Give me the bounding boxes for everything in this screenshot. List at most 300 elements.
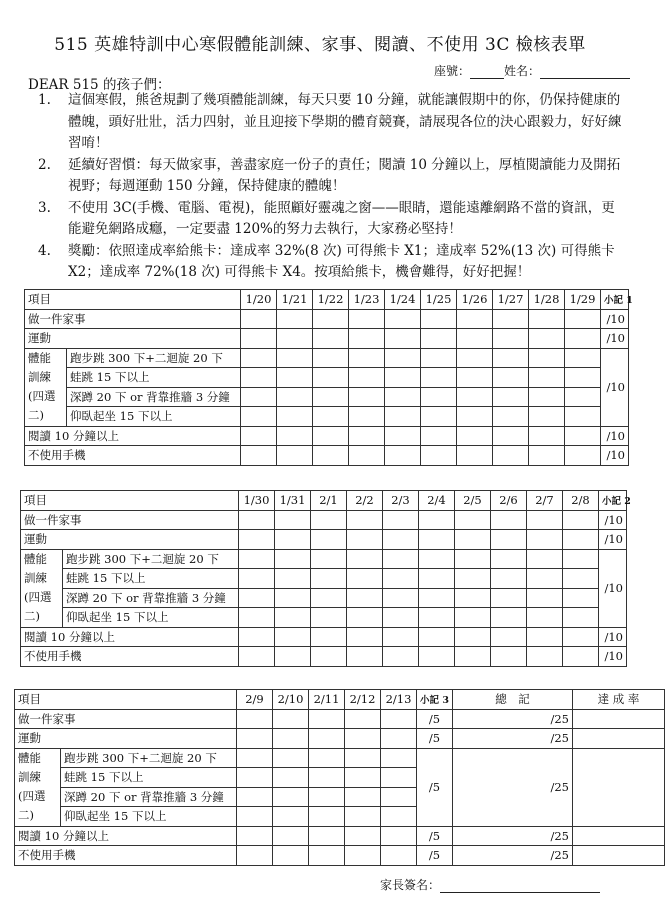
date-cell: 1/27 — [493, 290, 529, 310]
fitness-item: 深蹲 20 下 or 背靠推牆 3 分鐘 — [61, 787, 237, 807]
check-cell[interactable] — [275, 510, 311, 530]
check-cell[interactable] — [349, 368, 385, 388]
check-cell[interactable] — [493, 426, 529, 446]
table-row — [15, 846, 665, 866]
table-header-row — [25, 290, 629, 310]
date-cell: 1/28 — [529, 290, 565, 310]
check-cell[interactable] — [493, 387, 529, 407]
table-row — [21, 569, 627, 589]
date-cell: 1/24 — [385, 290, 421, 310]
check-cell[interactable] — [239, 608, 275, 628]
check-cell[interactable] — [383, 549, 419, 569]
check-cell[interactable] — [275, 588, 311, 608]
check-cell[interactable] — [491, 569, 527, 589]
check-cell[interactable] — [421, 407, 457, 427]
check-cell[interactable] — [239, 510, 275, 530]
name-field[interactable] — [540, 78, 630, 79]
check-cell[interactable] — [345, 826, 381, 846]
check-cell[interactable] — [309, 826, 345, 846]
check-cell[interactable] — [313, 387, 349, 407]
check-cell[interactable] — [563, 647, 599, 667]
check-cell[interactable] — [381, 768, 417, 788]
fitness-group-label: 體能 訓練 (四選 二) — [21, 549, 63, 627]
checklist-table-2 — [20, 490, 631, 667]
check-cell[interactable] — [383, 588, 419, 608]
fitness-item: 仰臥起坐 15 下以上 — [67, 407, 241, 427]
check-cell[interactable] — [491, 608, 527, 628]
check-cell[interactable] — [457, 407, 493, 427]
check-cell[interactable] — [345, 748, 381, 768]
check-cell[interactable] — [311, 608, 347, 628]
check-cell[interactable] — [347, 627, 383, 647]
check-cell[interactable] — [349, 329, 385, 349]
date-cell: 2/9 — [237, 690, 273, 710]
table-row — [21, 530, 627, 550]
check-cell[interactable] — [241, 387, 277, 407]
table-row — [21, 627, 627, 647]
check-cell[interactable] — [421, 426, 457, 446]
check-cell[interactable] — [273, 729, 309, 749]
check-cell[interactable] — [237, 709, 273, 729]
check-cell[interactable] — [493, 348, 529, 368]
check-cell[interactable] — [491, 588, 527, 608]
check-cell[interactable] — [273, 768, 309, 788]
check-cell[interactable] — [311, 627, 347, 647]
table-row — [21, 510, 627, 530]
checklist-table-3 — [14, 689, 665, 866]
check-cell[interactable] — [383, 510, 419, 530]
check-cell[interactable] — [457, 387, 493, 407]
check-cell[interactable] — [457, 368, 493, 388]
check-cell[interactable] — [311, 530, 347, 550]
check-cell[interactable] — [527, 627, 563, 647]
check-cell[interactable] — [565, 426, 601, 446]
check-cell[interactable] — [241, 329, 277, 349]
check-cell[interactable] — [349, 387, 385, 407]
check-cell[interactable] — [277, 368, 313, 388]
check-cell[interactable] — [347, 647, 383, 667]
check-cell[interactable] — [275, 530, 311, 550]
check-cell[interactable] — [277, 407, 313, 427]
check-cell[interactable] — [313, 348, 349, 368]
table-row — [25, 387, 629, 407]
check-cell[interactable] — [455, 608, 491, 628]
check-cell[interactable] — [455, 588, 491, 608]
check-cell[interactable] — [529, 387, 565, 407]
check-cell[interactable] — [563, 510, 599, 530]
check-cell[interactable] — [347, 569, 383, 589]
check-cell[interactable] — [381, 709, 417, 729]
rate-cell[interactable] — [573, 709, 665, 729]
check-cell[interactable] — [309, 729, 345, 749]
check-cell[interactable] — [419, 588, 455, 608]
check-cell[interactable] — [345, 709, 381, 729]
check-cell[interactable] — [239, 530, 275, 550]
row-label-chore: 做一件家事 — [15, 709, 237, 729]
row-label-exercise: 運動 — [21, 530, 239, 550]
subtotal-cell[interactable]: /5 — [417, 729, 453, 749]
row-label-chore: 做一件家事 — [25, 309, 241, 329]
check-cell[interactable] — [349, 407, 385, 427]
check-cell[interactable] — [491, 530, 527, 550]
subtotal-cell[interactable]: /10 — [599, 530, 627, 550]
check-cell[interactable] — [385, 426, 421, 446]
check-cell[interactable] — [273, 846, 309, 866]
check-cell[interactable] — [563, 588, 599, 608]
check-cell[interactable] — [273, 709, 309, 729]
check-cell[interactable] — [385, 407, 421, 427]
check-cell[interactable] — [345, 729, 381, 749]
check-cell[interactable] — [383, 627, 419, 647]
row-label-exercise: 運動 — [25, 329, 241, 349]
check-cell[interactable] — [277, 309, 313, 329]
check-cell[interactable] — [237, 846, 273, 866]
fitness-item: 跑步跳 300 下+二迴旋 20 下 — [63, 549, 239, 569]
fitness-item: 蛙跳 15 下以上 — [63, 569, 239, 589]
check-cell[interactable] — [311, 647, 347, 667]
check-cell[interactable] — [309, 846, 345, 866]
check-cell[interactable] — [563, 530, 599, 550]
check-cell[interactable] — [421, 348, 457, 368]
table-row — [15, 729, 665, 749]
check-cell[interactable] — [527, 510, 563, 530]
check-cell[interactable] — [491, 549, 527, 569]
check-cell[interactable] — [237, 787, 273, 807]
check-cell[interactable] — [421, 368, 457, 388]
check-cell[interactable] — [385, 348, 421, 368]
fitness-group-label: 體能 訓練 (四選 二) — [25, 348, 67, 426]
total-cell[interactable]: /25 — [453, 846, 573, 866]
check-cell[interactable] — [493, 407, 529, 427]
check-cell[interactable] — [381, 846, 417, 866]
row-label-no-phone: 不使用手機 — [21, 647, 239, 667]
table-row — [21, 608, 627, 628]
check-cell[interactable] — [313, 407, 349, 427]
check-cell[interactable] — [419, 647, 455, 667]
check-cell[interactable] — [493, 446, 529, 466]
check-cell[interactable] — [275, 647, 311, 667]
subtotal-cell[interactable]: /5 — [417, 826, 453, 846]
row-label-exercise: 運動 — [15, 729, 237, 749]
check-cell[interactable] — [527, 608, 563, 628]
check-cell[interactable] — [529, 348, 565, 368]
check-cell[interactable] — [563, 608, 599, 628]
check-cell[interactable] — [527, 588, 563, 608]
instruction-item: 3. 不使用 3C(手機、電腦、電視)，能照顧好靈魂之窗——眼睛，還能遠離網路不當的資訊，更能避免網路成癮，一定要盡 120%的努力去執行，大家務必堅持！ — [38, 199, 615, 237]
check-cell[interactable] — [385, 309, 421, 329]
seat-label: 座號： — [434, 64, 471, 78]
check-cell[interactable] — [563, 569, 599, 589]
check-cell[interactable] — [313, 309, 349, 329]
check-cell[interactable] — [241, 368, 277, 388]
check-cell[interactable] — [241, 348, 277, 368]
fitness-item: 蛙跳 15 下以上 — [61, 768, 237, 788]
check-cell[interactable] — [421, 446, 457, 466]
check-cell[interactable] — [347, 549, 383, 569]
table-row — [21, 549, 627, 569]
date-cell: 1/25 — [421, 290, 457, 310]
date-cell: 2/3 — [383, 491, 419, 511]
check-cell[interactable] — [419, 569, 455, 589]
check-cell[interactable] — [421, 387, 457, 407]
check-cell[interactable] — [275, 569, 311, 589]
total-cell[interactable]: /25 — [453, 826, 573, 846]
check-cell[interactable] — [237, 826, 273, 846]
check-cell[interactable] — [313, 426, 349, 446]
check-cell[interactable] — [529, 426, 565, 446]
check-cell[interactable] — [529, 446, 565, 466]
check-cell[interactable] — [237, 729, 273, 749]
check-cell[interactable] — [347, 510, 383, 530]
table-row — [25, 329, 629, 349]
subtotal-cell[interactable]: /10 — [601, 309, 629, 329]
check-cell[interactable] — [455, 647, 491, 667]
check-cell[interactable] — [349, 348, 385, 368]
date-cell: 2/12 — [345, 690, 381, 710]
check-cell[interactable] — [313, 368, 349, 388]
check-cell[interactable] — [241, 446, 277, 466]
date-cell: 2/1 — [311, 491, 347, 511]
check-cell[interactable] — [419, 510, 455, 530]
row-label-chore: 做一件家事 — [21, 510, 239, 530]
check-cell[interactable] — [421, 309, 457, 329]
check-cell[interactable] — [347, 588, 383, 608]
check-cell[interactable] — [419, 549, 455, 569]
check-cell[interactable] — [275, 627, 311, 647]
table-header-row — [21, 491, 627, 511]
check-cell[interactable] — [527, 530, 563, 550]
check-cell[interactable] — [385, 446, 421, 466]
check-cell[interactable] — [349, 446, 385, 466]
check-cell[interactable] — [275, 608, 311, 628]
subtotal-cell[interactable]: /5 — [417, 748, 453, 826]
instruction-item: 1. 這個寒假，熊爸規劃了幾項體能訓練，每天只要 10 分鐘，就能讓假期中的你，仍保持健康的體魄，頭好壯壯，活力四射，並且迎接下學期的體育競賽，請展現各位的決心跟毅力，好好練習唷！ — [38, 92, 622, 151]
check-cell[interactable] — [277, 446, 313, 466]
check-cell[interactable] — [565, 407, 601, 427]
fitness-item: 蛙跳 15 下以上 — [67, 368, 241, 388]
date-cell: 1/22 — [313, 290, 349, 310]
row-label-reading: 閱讀 10 分鐘以上 — [15, 826, 237, 846]
page-title: 515 英雄特訓中心寒假體能訓練、家事、閱讀、不使用 3C 檢核表單 — [54, 35, 586, 55]
check-cell[interactable] — [313, 329, 349, 349]
check-cell[interactable] — [347, 530, 383, 550]
check-cell[interactable] — [239, 588, 275, 608]
fitness-item: 仰臥起坐 15 下以上 — [61, 807, 237, 827]
check-cell[interactable] — [457, 426, 493, 446]
check-cell[interactable] — [273, 748, 309, 768]
fitness-item: 跑步跳 300 下+二迴旋 20 下 — [61, 748, 237, 768]
check-cell[interactable] — [529, 407, 565, 427]
date-cell: 2/5 — [455, 491, 491, 511]
check-cell[interactable] — [383, 608, 419, 628]
subtotal-cell[interactable]: /10 — [599, 510, 627, 530]
check-cell[interactable] — [457, 329, 493, 349]
check-cell[interactable] — [347, 608, 383, 628]
check-cell[interactable] — [273, 787, 309, 807]
check-cell[interactable] — [493, 368, 529, 388]
check-cell[interactable] — [241, 407, 277, 427]
check-cell[interactable] — [455, 569, 491, 589]
check-cell[interactable] — [381, 787, 417, 807]
subtotal-cell[interactable]: /10 — [601, 348, 629, 426]
check-cell[interactable] — [309, 807, 345, 827]
check-cell[interactable] — [239, 627, 275, 647]
check-cell[interactable] — [383, 647, 419, 667]
check-cell[interactable] — [237, 768, 273, 788]
check-cell[interactable] — [385, 368, 421, 388]
check-cell[interactable] — [241, 426, 277, 446]
date-cell: 1/29 — [565, 290, 601, 310]
seat-name-line — [434, 62, 630, 79]
check-cell[interactable] — [381, 748, 417, 768]
subtotal-cell[interactable]: /10 — [599, 549, 627, 627]
check-cell[interactable] — [385, 387, 421, 407]
check-cell[interactable] — [381, 729, 417, 749]
fitness-item: 仰臥起坐 15 下以上 — [63, 608, 239, 628]
date-cell: 1/26 — [457, 290, 493, 310]
check-cell[interactable] — [527, 569, 563, 589]
subtotal-cell[interactable]: /10 — [601, 446, 629, 466]
check-cell[interactable] — [311, 588, 347, 608]
check-cell[interactable] — [349, 426, 385, 446]
seat-field[interactable] — [470, 78, 504, 79]
check-cell[interactable] — [457, 446, 493, 466]
row-label-reading: 閱讀 10 分鐘以上 — [25, 426, 241, 446]
total-cell[interactable]: /25 — [453, 709, 573, 729]
check-cell[interactable] — [241, 309, 277, 329]
check-cell[interactable] — [529, 329, 565, 349]
check-cell[interactable] — [345, 787, 381, 807]
check-cell[interactable] — [457, 309, 493, 329]
row-label-reading: 閱讀 10 分鐘以上 — [21, 627, 239, 647]
check-cell[interactable] — [381, 807, 417, 827]
check-cell[interactable] — [275, 549, 311, 569]
check-cell[interactable] — [239, 549, 275, 569]
subtotal-cell[interactable]: /5 — [417, 846, 453, 866]
check-cell[interactable] — [349, 309, 385, 329]
check-cell[interactable] — [491, 627, 527, 647]
check-cell[interactable] — [309, 748, 345, 768]
check-cell[interactable] — [455, 510, 491, 530]
date-cell: 2/8 — [563, 491, 599, 511]
check-cell[interactable] — [237, 748, 273, 768]
check-cell[interactable] — [455, 549, 491, 569]
check-cell[interactable] — [385, 329, 421, 349]
check-cell[interactable] — [565, 309, 601, 329]
check-cell[interactable] — [345, 768, 381, 788]
date-cell: 2/13 — [381, 690, 417, 710]
check-cell[interactable] — [565, 387, 601, 407]
check-cell[interactable] — [565, 329, 601, 349]
check-cell[interactable] — [419, 530, 455, 550]
parent-signature-field[interactable] — [440, 892, 600, 893]
date-cell: 1/23 — [349, 290, 385, 310]
date-cell: 2/6 — [491, 491, 527, 511]
rate-cell[interactable] — [573, 748, 665, 826]
check-cell[interactable] — [529, 309, 565, 329]
subtotal-cell[interactable]: /10 — [601, 329, 629, 349]
check-cell[interactable] — [309, 787, 345, 807]
check-cell[interactable] — [563, 627, 599, 647]
check-cell[interactable] — [383, 530, 419, 550]
table-row — [15, 748, 665, 768]
check-cell[interactable] — [455, 530, 491, 550]
table-row — [25, 446, 629, 466]
check-cell[interactable] — [381, 826, 417, 846]
check-cell[interactable] — [277, 329, 313, 349]
check-cell[interactable] — [309, 709, 345, 729]
table-row — [15, 826, 665, 846]
check-cell[interactable] — [277, 348, 313, 368]
subtotal-cell[interactable]: /10 — [599, 627, 627, 647]
check-cell[interactable] — [457, 348, 493, 368]
subtotal-cell[interactable]: /10 — [599, 647, 627, 667]
table-row — [25, 426, 629, 446]
check-cell[interactable] — [493, 329, 529, 349]
check-cell[interactable] — [239, 647, 275, 667]
row-label-no-phone: 不使用手機 — [15, 846, 237, 866]
table-row — [21, 647, 627, 667]
check-cell[interactable] — [277, 387, 313, 407]
check-cell[interactable] — [313, 446, 349, 466]
check-cell[interactable] — [273, 826, 309, 846]
rate-header: 達 成 率 — [573, 690, 665, 710]
total-cell[interactable]: /25 — [453, 729, 573, 749]
check-cell[interactable] — [277, 426, 313, 446]
rate-cell[interactable] — [573, 729, 665, 749]
date-cell: 2/7 — [527, 491, 563, 511]
check-cell[interactable] — [383, 569, 419, 589]
parent-signature-line — [380, 876, 600, 893]
check-cell[interactable] — [491, 647, 527, 667]
check-cell[interactable] — [419, 627, 455, 647]
check-cell[interactable] — [345, 846, 381, 866]
check-cell[interactable] — [563, 549, 599, 569]
total-cell[interactable]: /25 — [453, 748, 573, 826]
check-cell[interactable] — [529, 368, 565, 388]
check-cell[interactable] — [527, 549, 563, 569]
check-cell[interactable] — [493, 309, 529, 329]
date-cell: 2/10 — [273, 690, 309, 710]
table-row — [25, 348, 629, 368]
subtotal-cell[interactable]: /10 — [601, 426, 629, 446]
check-cell[interactable] — [311, 549, 347, 569]
check-cell[interactable] — [239, 569, 275, 589]
check-cell[interactable] — [491, 510, 527, 530]
checklist-table-1 — [24, 289, 633, 466]
check-cell[interactable] — [311, 510, 347, 530]
fitness-item: 跑步跳 300 下+二迴旋 20 下 — [67, 348, 241, 368]
subtotal-cell[interactable]: /5 — [417, 709, 453, 729]
check-cell[interactable] — [273, 807, 309, 827]
parent-signature-label: 家長簽名： — [380, 878, 441, 892]
table-row — [15, 709, 665, 729]
check-cell[interactable] — [309, 768, 345, 788]
check-cell[interactable] — [527, 647, 563, 667]
check-cell[interactable] — [237, 807, 273, 827]
check-cell[interactable] — [565, 348, 601, 368]
check-cell[interactable] — [421, 329, 457, 349]
rate-cell[interactable] — [573, 846, 665, 866]
rate-cell[interactable] — [573, 826, 665, 846]
check-cell[interactable] — [345, 807, 381, 827]
check-cell[interactable] — [565, 368, 601, 388]
instruction-item: 2. 延續好習慣：每天做家事，善盡家庭一份子的責任；閱讀 10 分鐘以上，厚植閱讀能力及開拓視野；每週運動 150 分鐘，保持健康的體魄！ — [38, 156, 621, 194]
check-cell[interactable] — [419, 608, 455, 628]
check-cell[interactable] — [311, 569, 347, 589]
check-cell[interactable] — [455, 627, 491, 647]
check-cell[interactable] — [565, 446, 601, 466]
